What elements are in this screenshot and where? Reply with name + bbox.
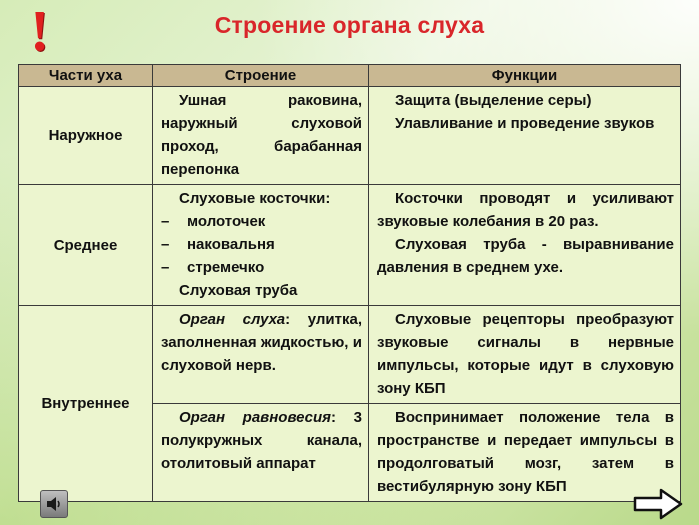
bone-item: – стремечко — [161, 259, 265, 276]
function-middle-1: Косточки проводят и усиливают звуковые колебания в 20 раз. — [377, 190, 674, 230]
structure-outer — [153, 87, 369, 185]
sound-button[interactable] — [40, 490, 68, 518]
header-function: Функции — [369, 65, 681, 87]
table-header-row — [19, 65, 681, 87]
function-middle — [369, 185, 681, 306]
bone-item: – наковальня — [161, 236, 275, 253]
hearing-function-text: Слуховые рецепторы преобразуют звуковые сигналы в нервные импульсы, которые идут в слуховую зону КБП — [377, 311, 674, 397]
table-row-middle — [19, 185, 681, 306]
page-title: Строение органа слуха — [214, 12, 485, 38]
function-middle-2: Слуховая труба - выравнивание давления в среднем ухе. — [377, 236, 674, 276]
exclamation-mark: ! — [30, 0, 50, 63]
structure-inner-balance — [153, 404, 369, 502]
table-row-outer — [19, 87, 681, 185]
next-slide-button[interactable] — [633, 488, 683, 525]
bone-item: – молоточек — [161, 213, 266, 230]
structure-middle-intro: Слуховые косточки: — [179, 190, 331, 207]
part-inner: Внутреннее — [19, 306, 153, 502]
header-part: Части уха — [19, 65, 153, 87]
balance-function-text: Воспринимает положение тела в пространстве и передает импульсы в продолговатый мозг, затем в вестибулярную зону КБП — [377, 409, 674, 495]
part-outer: Наружное — [19, 87, 153, 185]
balance-organ-text: Орган равновесия: 3 полукружных канала, отолитовый аппарат — [161, 409, 362, 472]
function-inner-balance — [369, 404, 681, 502]
ear-structure-table — [18, 64, 681, 502]
hearing-organ-text: Орган слуха: улитка, заполненная жидкостью, и слуховой нерв. — [161, 311, 362, 374]
table-row-inner-hearing — [19, 306, 681, 404]
structure-middle-tube: Слуховая труба — [179, 282, 298, 299]
structure-outer-text: Ушная раковина, наружный слуховой проход, барабанная перепонка — [161, 92, 362, 178]
function-inner-hearing — [369, 306, 681, 404]
function-outer — [369, 87, 681, 185]
function-outer-1: Защита (выделение серы) — [395, 92, 592, 109]
header-structure: Строение — [153, 65, 369, 87]
structure-middle — [153, 185, 369, 306]
part-middle: Среднее — [19, 185, 153, 306]
function-outer-2: Улавливание и проведение звуков — [395, 115, 655, 132]
arrow-right-icon — [633, 488, 683, 520]
structure-inner-hearing — [153, 306, 369, 404]
speaker-icon — [41, 491, 67, 517]
